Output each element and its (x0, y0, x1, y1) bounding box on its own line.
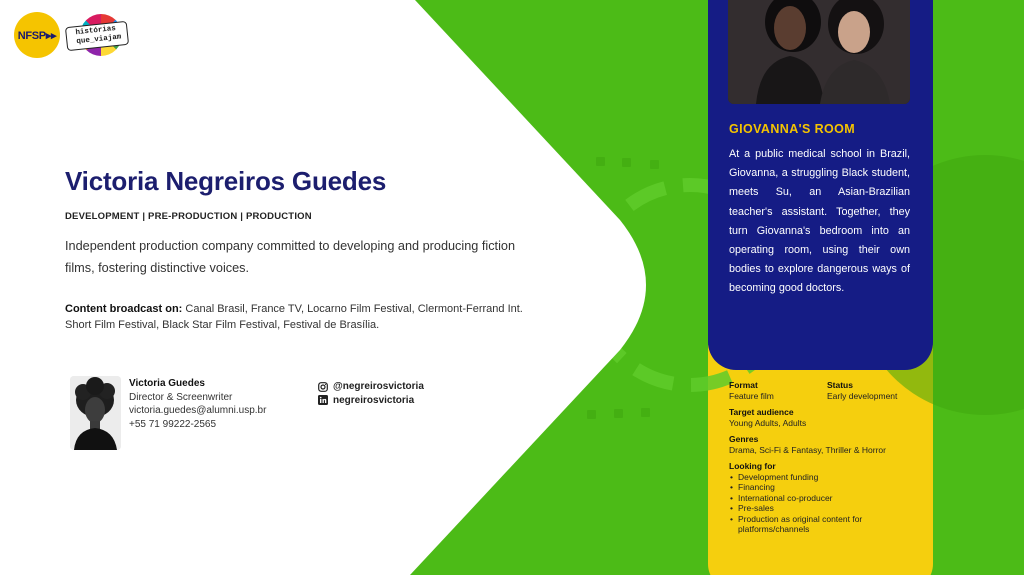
logo-text-line2: que_viajam (76, 33, 122, 47)
looking-for-label: Looking for (729, 461, 776, 471)
format-value: Feature film (729, 390, 774, 401)
logo-text-line1: histórias (75, 25, 117, 38)
director-photo (70, 376, 121, 450)
project-card (708, 0, 933, 575)
looking-for-item: • Production as original content for platforms/channels (729, 514, 924, 535)
instagram-icon (318, 382, 328, 392)
production-stages: DEVELOPMENT | PRE-PRODUCTION | PRODUCTION (65, 211, 312, 222)
social-links (318, 380, 424, 407)
linkedin-link[interactable] (318, 394, 424, 408)
instagram-link[interactable] (318, 380, 424, 394)
contact-name: Victoria Guedes (129, 378, 205, 389)
company-name: Victoria Negreiros Guedes (65, 166, 387, 196)
status-value: Early development (827, 390, 898, 401)
broadcast-credits (65, 301, 525, 333)
ticket-logo-text (65, 21, 129, 51)
project-details (729, 380, 924, 541)
broadcast-label: Content broadcast on: (65, 303, 183, 315)
contact-phone: +55 71 99222-2565 (129, 418, 217, 430)
looking-for-item: • Pre-sales (729, 503, 924, 514)
film-still-image (728, 0, 910, 104)
genres-value: Drama, Sci-Fi & Fantasy, Thriller & Horror (729, 444, 886, 455)
contact-info (129, 377, 266, 431)
looking-for-item: • Development funding (729, 472, 924, 483)
status-label: Status (827, 380, 853, 390)
nfsp-logo: NFSP▸▸ (14, 12, 60, 58)
linkedin-handle[interactable]: negreirosvictoria (333, 394, 415, 406)
looking-for-list (729, 472, 924, 535)
contact-email[interactable]: victoria.guedes@alumni.usp.br (129, 405, 267, 416)
linkedin-icon (318, 395, 328, 405)
instagram-handle[interactable]: @negreirosvictoria (333, 381, 424, 392)
genres-label: Genres (729, 434, 759, 444)
project-synopsis: At a public medical school in Brazil, Giovanna, a struggling Black student, meets Su, an Asian-Brazilian teacher's assistant. Together, they turn Giovanna's bedroom into an operating room, using their own bodies to explore dangerous ways of becoming good doctors. (729, 148, 910, 295)
historias-que-viajam-logo (66, 14, 130, 56)
looking-for-item: • Financing (729, 482, 924, 493)
audience-value: Young Adults, Adults (729, 417, 807, 428)
contact-role: Director & Screenwriter (129, 391, 233, 403)
audience-label: Target audience (729, 407, 794, 417)
project-title: GIOVANNA'S ROOM (729, 122, 856, 136)
project-synopsis-panel (708, 0, 933, 370)
broadcast-list: Canal Brasil, France TV, Locarno Film Festival, Clermont-Ferrand Int. Short Film Festival, Black Star Film Festival, Festival de Brasília. (65, 303, 523, 331)
looking-for-item: • International co-producer (729, 493, 924, 504)
company-description: Independent production company committed to developing and producing fiction films, fostering distinctive voices. (65, 239, 515, 275)
format-label: Format (729, 380, 758, 390)
